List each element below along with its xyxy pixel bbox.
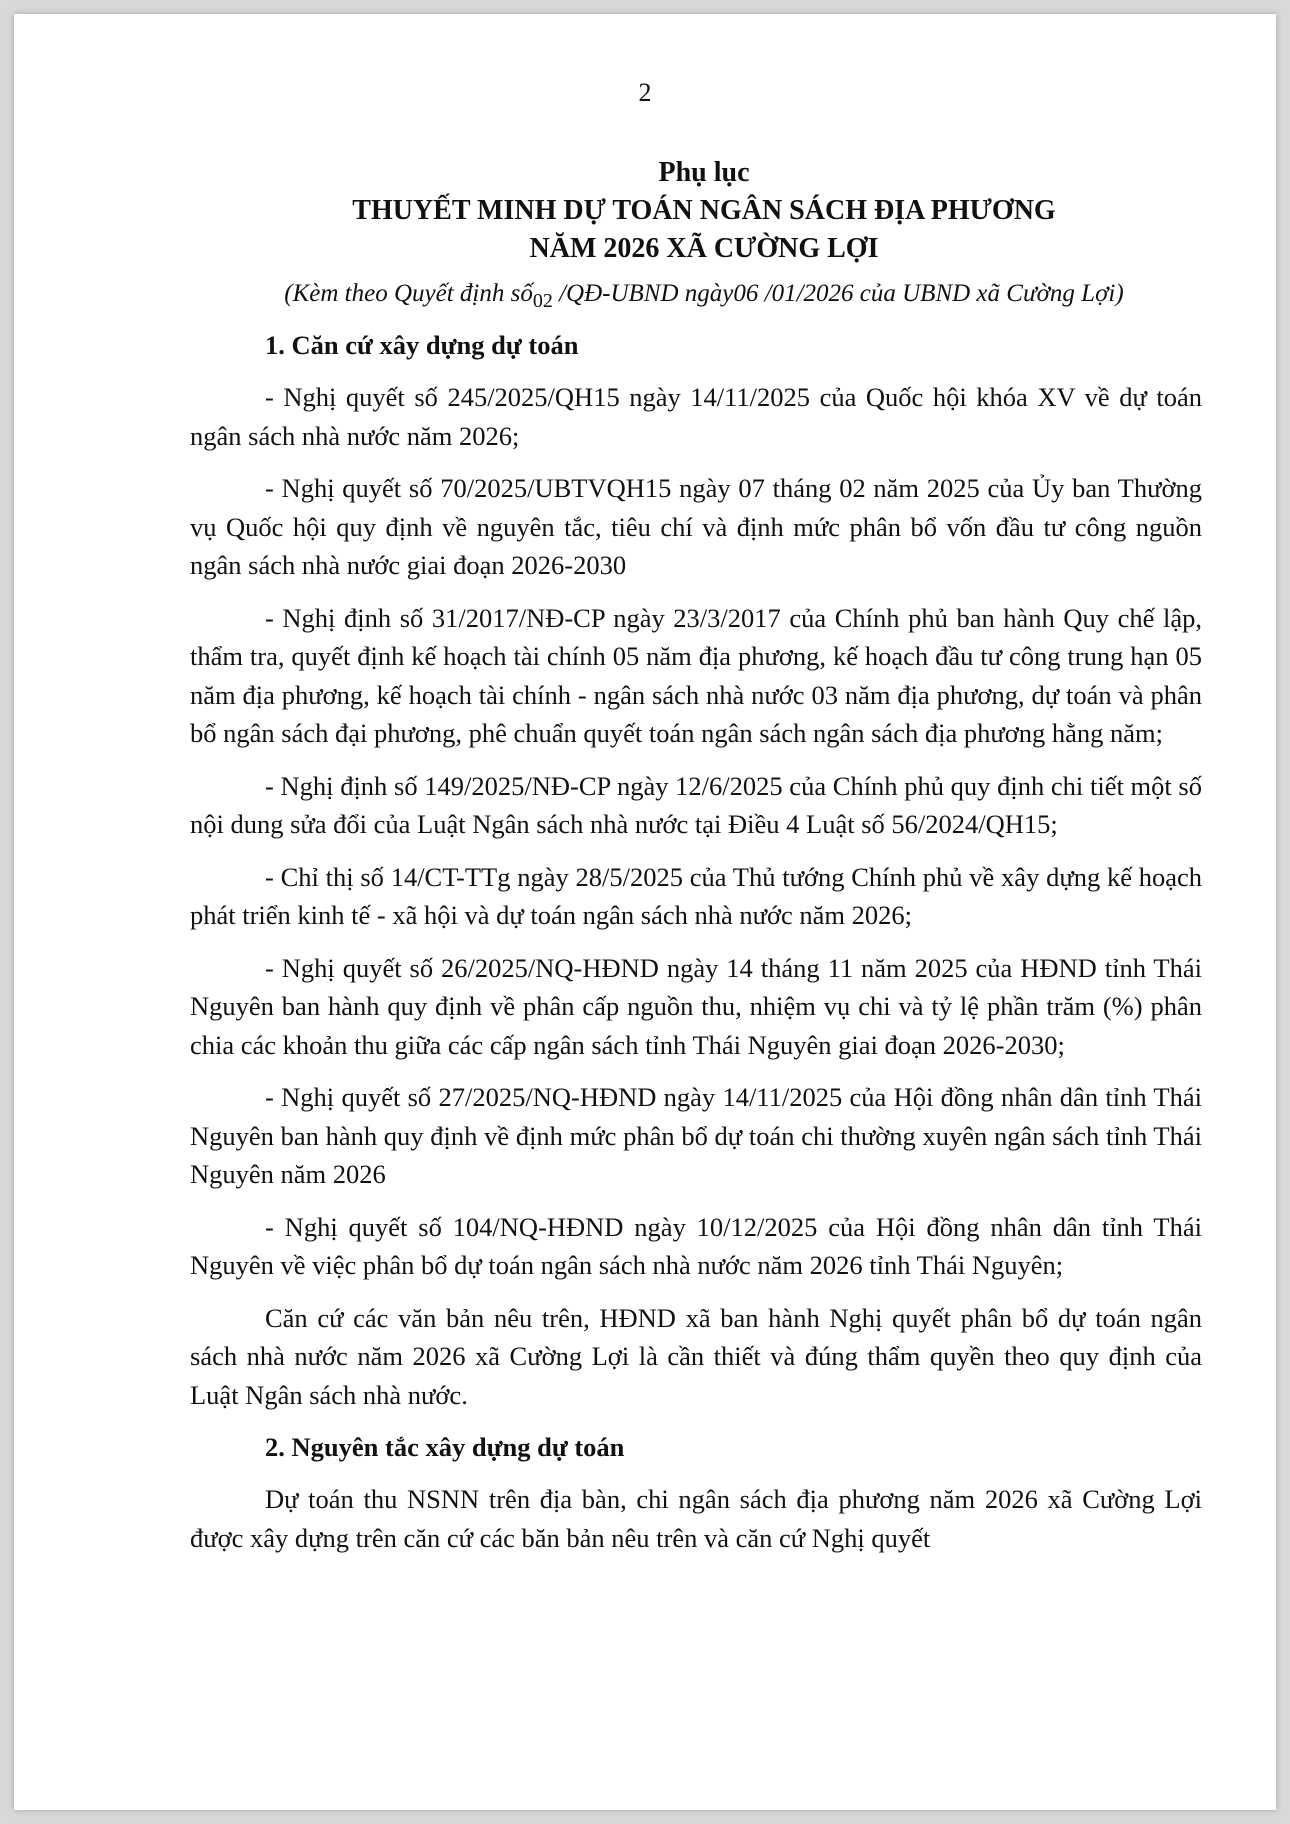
page-number: 2 (638, 78, 652, 107)
decision-date: 06 /01/2026 (733, 280, 854, 307)
paragraph: - Nghị quyết số 245/2025/QH15 ngày 14/11/2025 của Quốc hội khóa XV về dự toán ngân sách nhà nước năm 2026; (190, 382, 1202, 451)
document-subtitle (194, 280, 1214, 313)
subtitle-prefix: (Kèm theo Quyết định số (284, 280, 533, 307)
appendix-label: Phụ lục (658, 157, 750, 188)
paragraph: - Chỉ thị số 14/CT-TTg ngày 28/5/2025 của Thủ tướng Chính phủ về xây dựng kế hoạch phát triển kinh tế - xã hội và dự toán ngân sách nhà nước năm 2026; (190, 861, 1202, 930)
section-1-heading: 1. Căn cứ xây dựng dự toán (265, 330, 579, 360)
subtitle-middle: /QĐ-UBND ngày (552, 280, 734, 307)
document-body (190, 326, 1202, 1571)
paragraph: Dự toán thu NSNN trên địa bàn, chi ngân sách địa phương năm 2026 xã Cường Lợi được xây dựng trên căn cứ các băn bản nêu trên và căn cứ Nghị quyết (190, 1484, 1202, 1553)
paragraph: - Nghị định số 31/2017/NĐ-CP ngày 23/3/2017 của Chính phủ ban hành Quy chế lập, thẩm tra, quyết định kế hoạch tài chính 05 năm địa phương, kế hoạch đầu tư công trung hạn 05 năm địa phương, kế hoạch tài chính - ngân sách nhà nước 03 năm địa phương, dự toán và phân bổ ngân sách đại phương, phê chuẩn quyết toán ngân sách ngân sách địa phương hằng năm; (190, 602, 1202, 748)
document-page (14, 14, 1276, 1810)
paragraph: - Nghị định số 149/2025/NĐ-CP ngày 12/6/2025 của Chính phủ quy định chi tiết một số nội dung sửa đổi của Luật Ngân sách nhà nước tại Điều 4 Luật số 56/2024/QH15; (190, 770, 1202, 839)
section-2-heading: 2. Nguyên tắc xây dựng dự toán (265, 1432, 625, 1462)
document-header (194, 154, 1214, 268)
paragraph: - Nghị quyết số 27/2025/NQ-HĐND ngày 14/11/2025 của Hội đồng nhân dân tỉnh Thái Nguyên ban hành quy định về định mức phân bổ dự toán chi thường xuyên ngân sách tỉnh Thái Nguyên năm 2026 (190, 1082, 1202, 1189)
paragraph: - Nghị quyết số 26/2025/NQ-HĐND ngày 14 tháng 11 năm 2025 của HĐND tỉnh Thái Nguyên ban hành quy định về phân cấp nguồn thu, nhiệm vụ chi và tỷ lệ phần trăm (%) phân chia các khoản thu giữa các cấp ngân sách tỉnh Thái Nguyên giai đoạn 2026-2030; (190, 952, 1202, 1060)
subtitle-suffix: của UBND xã Cường Lợi) (853, 280, 1124, 307)
document-title-line-2: NĂM 2026 XÃ CƯỜNG LỢI (529, 233, 879, 264)
document-title-line-1: THUYẾT MINH DỰ TOÁN NGÂN SÁCH ĐỊA PHƯƠNG (352, 195, 1056, 226)
paragraph: - Nghị quyết số 70/2025/UBTVQH15 ngày 07 tháng 02 năm 2025 của Ủy ban Thường vụ Quốc hội quy định về nguyên tắc, tiêu chí và định mức phân bổ vốn đầu tư công nguồn ngân sách nhà nước giai đoạn 2026-2030 (190, 473, 1202, 580)
decision-number: 02 (532, 290, 553, 312)
paragraph: - Nghị quyết số 104/NQ-HĐND ngày 10/12/2025 của Hội đồng nhân dân tỉnh Thái Nguyên về việc phân bổ dự toán ngân sách nhà nước năm 2026 tỉnh Thái Nguyên; (190, 1211, 1202, 1280)
paragraph: Căn cứ các văn bản nêu trên, HĐND xã ban hành Nghị quyết phân bổ dự toán ngân sách nhà nước năm 2026 xã Cường Lợi là cần thiết và đúng thẩm quyền theo quy định của Luật Ngân sách nhà nước. (190, 1302, 1202, 1410)
